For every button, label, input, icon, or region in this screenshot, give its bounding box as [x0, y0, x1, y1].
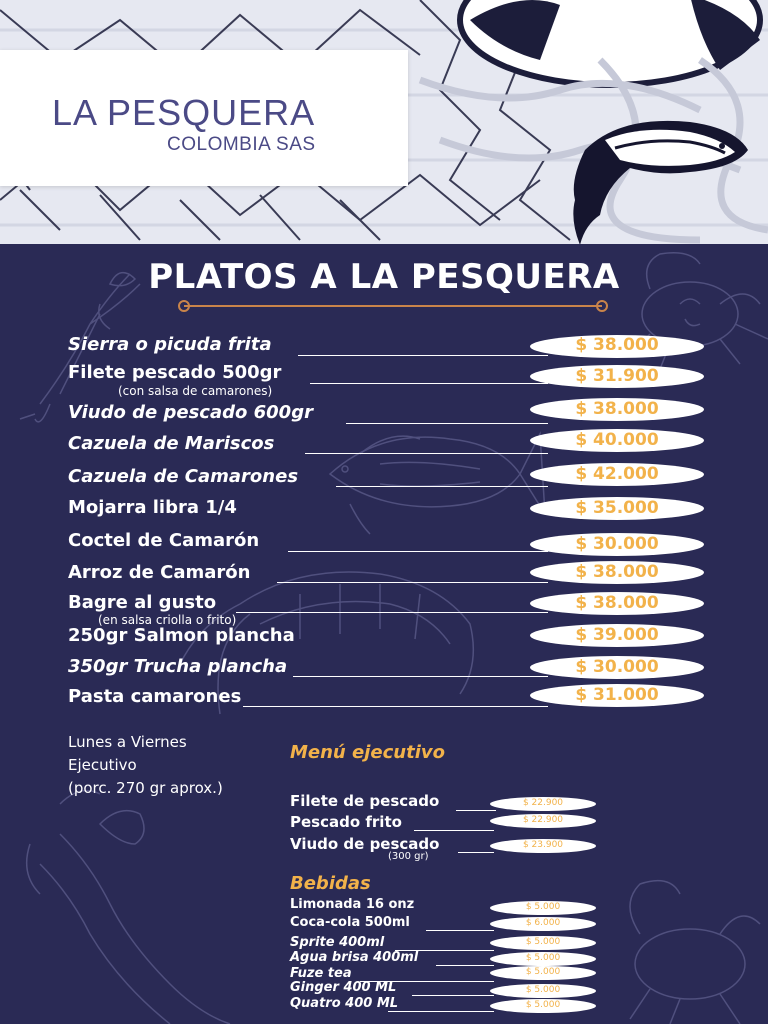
executive-item-price: $ 22.900 [522, 815, 564, 825]
dish-price: $ 30.000 [575, 534, 659, 554]
lobster-bottom-icon [27, 791, 230, 1024]
executive-item-name: Viudo de pescado [290, 835, 440, 853]
carp-fish-icon [330, 434, 545, 534]
executive-item-note: (300 gr) [388, 851, 429, 862]
dish-name: Cazuela de Mariscos [68, 433, 275, 454]
header-photo [0, 0, 768, 244]
executive-item-name: Filete de pescado [290, 792, 440, 810]
dish-price: $ 40.000 [575, 430, 659, 450]
dish-name: 350gr Trucha plancha [68, 656, 288, 677]
leader-line [388, 1011, 494, 1012]
dish-note: (en salsa criolla o frito) [98, 613, 237, 627]
dish-price: $ 38.000 [575, 562, 659, 582]
dish-name: Pasta camarones [68, 686, 242, 707]
leader-line [412, 995, 494, 996]
executive-item-price: $ 22.900 [522, 798, 564, 808]
drink-name: Sprite 400ml [290, 935, 385, 950]
drink-name: Fuze tea [290, 966, 352, 981]
executive-menu-title: Menú ejecutivo [290, 742, 445, 763]
leader-line [298, 355, 548, 356]
leader-line [236, 612, 548, 613]
drink-price: $ 6.000 [525, 918, 561, 928]
drink-name: Ginger 400 ML [290, 980, 397, 995]
dish-name: Cazuela de Camarones [68, 466, 299, 487]
drink-price: $ 5.000 [525, 967, 561, 977]
leader-line [277, 582, 548, 583]
drink-price: $ 5.000 [525, 902, 561, 912]
drink-price: $ 5.000 [525, 1000, 561, 1010]
menu-title: PLATOS A LA PESQUERA [148, 257, 620, 297]
dish-price: $ 42.000 [575, 464, 659, 484]
dish-name: Coctel de Camarón [68, 530, 260, 551]
dish-name: Viudo de pescado 600gr [68, 402, 313, 423]
leader-line [243, 706, 548, 707]
leader-line [458, 852, 494, 853]
executive-item-name: Pescado frito [290, 813, 402, 831]
drink-price: $ 5.000 [525, 985, 561, 995]
schedule-days: Lunes a Viernes [68, 733, 187, 751]
dish-note: (con salsa de camarones) [118, 384, 273, 398]
dish-price: $ 35.000 [575, 498, 659, 518]
dish-price: $ 31.900 [575, 366, 659, 386]
brand-subtitle: COLOMBIA SAS [167, 134, 316, 155]
drink-name: Agua brisa 400ml [290, 950, 419, 965]
drink-name: Coca-cola 500ml [290, 915, 410, 930]
dish-name: Filete pescado 500gr [68, 362, 282, 383]
dish-price: $ 39.000 [575, 625, 659, 645]
drink-name: Limonada 16 onz [290, 897, 415, 912]
title-divider [176, 298, 610, 314]
dish-name: 250gr Salmon plancha [68, 625, 295, 646]
leader-line [293, 676, 548, 677]
drink-name: Quatro 400 ML [290, 996, 399, 1011]
leader-line [336, 486, 548, 487]
drink-price: $ 5.000 [525, 937, 561, 947]
leader-line [436, 965, 494, 966]
executive-item-price: $ 23.900 [522, 840, 564, 850]
logo-box [0, 50, 408, 186]
leader-line [426, 930, 494, 931]
dish-price: $ 38.000 [575, 335, 659, 355]
brand-logo: LA PESQUERA [52, 92, 316, 133]
dish-name: Sierra o picuda frita [68, 334, 272, 355]
dish-name: Bagre al gusto [68, 592, 217, 613]
schedule-info [68, 731, 223, 800]
dish-name: Mojarra libra 1/4 [68, 497, 237, 518]
dish-price: $ 30.000 [575, 657, 659, 677]
leader-line [310, 383, 548, 384]
dish-price: $ 38.000 [575, 399, 659, 419]
leader-line [414, 830, 494, 831]
leader-line [456, 810, 496, 811]
leader-line [288, 551, 548, 552]
leader-line [346, 423, 548, 424]
drinks-title: Bebidas [290, 873, 371, 894]
drink-price: $ 5.000 [525, 953, 561, 963]
dish-price: $ 38.000 [575, 593, 659, 613]
crab-bottom-icon [630, 881, 760, 1024]
schedule-type: Ejecutivo [68, 756, 137, 774]
dish-price: $ 31.000 [575, 685, 659, 705]
schedule-portion: (porc. 270 gr aprox.) [68, 779, 223, 797]
leader-line [305, 453, 548, 454]
dish-name: Arroz de Camarón [68, 562, 251, 583]
